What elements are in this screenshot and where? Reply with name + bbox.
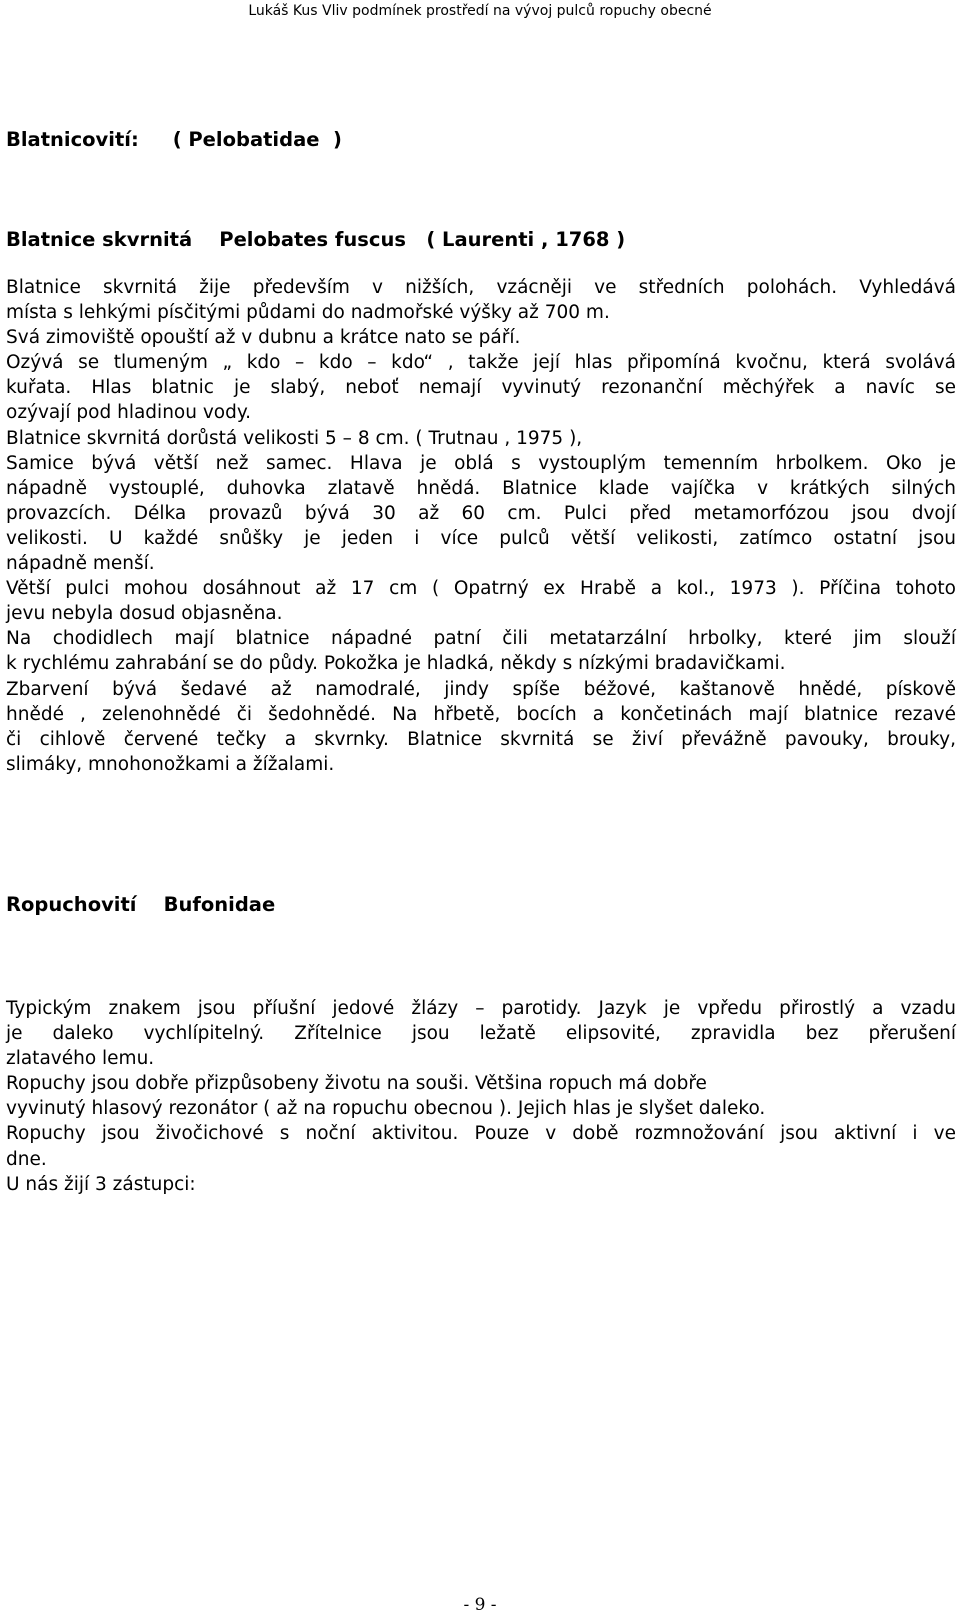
text-line: Blatnice skvrnitá dorůstá velikosti 5 – 8 cm. ( Trutnau , 1975 ), bbox=[6, 427, 583, 449]
text-line: Samice bývá větší než samec. Hlava je oblá s vystouplým temenním hrbolkem. Oko je bbox=[6, 452, 956, 474]
text-line: Zbarvení bývá šedavé až namodralé, jindy spíše béžové, kaštanově hnědé, pískově bbox=[6, 678, 956, 700]
text-line: jevu nebyla dosud objasněna. bbox=[6, 603, 283, 625]
species-heading-pelobates-fuscus: Blatnice skvrnitá Pelobates fuscus ( Laurenti , 1768 ) bbox=[6, 228, 626, 251]
text-line: Svá zimoviště opouští až v dubnu a krátce nato se páří. bbox=[6, 327, 521, 349]
text-line: velikosti. U každé snůšky je jeden i více pulců větší velikosti, zatímco ostatní jsou bbox=[6, 527, 956, 549]
text-line: vyvinutý hlasový rezonátor ( až na ropuchu obecnou ). Jejich hlas je slyšet daleko. bbox=[6, 1098, 766, 1120]
text-line: slimáky, mnohonožkami a žížalami. bbox=[6, 753, 335, 775]
paragraph-pelobates-fuscus bbox=[6, 275, 956, 777]
text-line: je daleko vychlípitelný. Zřítelnice jsou ležatě elipsovité, zpravidla bez přerušení bbox=[6, 1023, 956, 1045]
text-line: nápadně menší. bbox=[6, 553, 155, 575]
text-line: zlatavého lemu. bbox=[6, 1048, 155, 1070]
page-number: - 9 - bbox=[463, 1595, 497, 1615]
family-heading-pelobatidae: Blatnicovití: ( Pelobatidae ) bbox=[6, 128, 342, 151]
text-line: Typickým znakem jsou příušní jedové žlázy – parotidy. Jazyk je vpředu přirostlý a vzadu bbox=[6, 998, 956, 1019]
text-line: místa s lehkými písčitými půdami do nadmořské výšky až 700 m. bbox=[6, 302, 610, 324]
text-line: Na chodidlech mají blatnice nápadné patní čili metatarzální hrbolky, které jim slouží bbox=[6, 628, 956, 650]
text-line: Ropuchy jsou dobře přizpůsobeny životu na souši. Většina ropuch má dobře bbox=[6, 1073, 707, 1095]
running-header: Lukáš Kus Vliv podmínek prostředí na vývoj pulců ropuchy obecné bbox=[248, 3, 712, 19]
text-line: Ozývá se tlumeným „ kdo – kdo – kdo“ , takže její hlas připomíná kvočnu, která svolává bbox=[6, 352, 956, 374]
text-line: či cihlově červené tečky a skvrnky. Blatnice skvrnitá se živí převážně pavouky, brouky, bbox=[6, 728, 956, 750]
text-line: dne. bbox=[6, 1148, 47, 1170]
text-line: ozývají pod hladinou vody. bbox=[6, 402, 252, 424]
text-line: hnědé , zelenohnědé či šedohnědé. Na hřbetě, bocích a končetinách mají blatnice rezavé bbox=[6, 703, 956, 725]
text-line: U nás žijí 3 zástupci: bbox=[6, 1173, 196, 1195]
paragraph-bufonidae bbox=[6, 996, 956, 1197]
text-line: Větší pulci mohou dosáhnout až 17 cm ( Opatrný ex Hrabě a kol., 1973 ). Příčina tohoto bbox=[6, 578, 956, 600]
text-line: provazcích. Délka provazů bývá 30 až 60 cm. Pulci před metamorfózou jsou dvojí bbox=[6, 502, 956, 524]
text-line: nápadně vystouplé, duhovka zlatavě hnědá. Blatnice klade vajíčka v krátkých silných bbox=[6, 477, 956, 499]
family-heading-bufonidae: Ropuchovití Bufonidae bbox=[6, 893, 276, 916]
text-line: Blatnice skvrnitá žije především v nižších, vzácněji ve středních polohách. Vyhledává bbox=[6, 277, 956, 298]
text-line: kuřata. Hlas blatnic je slabý, neboť nemají vyvinutý rezonanční měchýřek a navíc se bbox=[6, 377, 956, 399]
text-line: Ropuchy jsou živočichové s noční aktivitou. Pouze v době rozmnožování jsou aktivní i ve bbox=[6, 1123, 956, 1145]
text-line: k rychlému zahrabání se do půdy. Pokožka je hladká, někdy s nízkými bradavičkami. bbox=[6, 653, 786, 675]
